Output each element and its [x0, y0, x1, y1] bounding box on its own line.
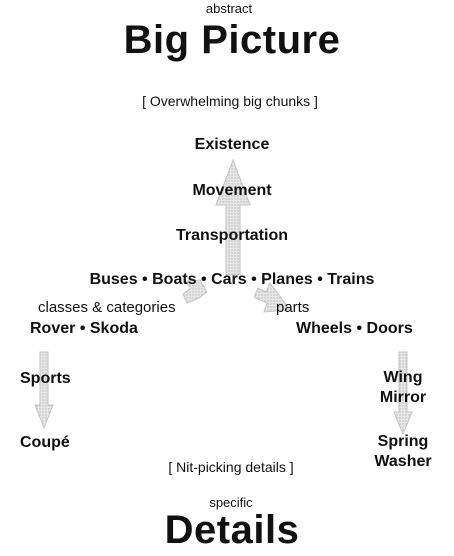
- part-wing-mirror: [380, 368, 426, 408]
- separator: •: [142, 271, 148, 288]
- washer-word: Washer: [374, 453, 432, 470]
- vehicle-buses: Buses: [89, 271, 138, 288]
- wheels-doors-row: [296, 321, 413, 337]
- separator: •: [79, 320, 86, 337]
- chain-movement: Movement: [192, 182, 272, 199]
- class-coupe: Coupé: [20, 434, 70, 451]
- spring-word: Spring: [377, 433, 429, 450]
- separator: •: [356, 320, 363, 337]
- class-sports: Sports: [20, 370, 71, 387]
- wing-word: Wing: [383, 369, 423, 386]
- vehicle-trains: Trains: [327, 271, 375, 288]
- specific-label: specific: [209, 495, 253, 510]
- left-down-arrow: [35, 352, 53, 428]
- rover-skoda-row: [30, 321, 138, 337]
- mirror-word: Mirror: [379, 389, 427, 406]
- chain-transportation: Transportation: [175, 227, 289, 244]
- main-up-arrow: [216, 160, 250, 275]
- vehicle-planes: Planes: [261, 271, 313, 288]
- parts-label: parts: [276, 299, 310, 316]
- details-title: Details: [164, 508, 300, 552]
- abstract-label: abstract: [205, 1, 253, 16]
- part-wheels: Wheels: [296, 320, 353, 337]
- part-spring-washer: [374, 432, 431, 472]
- big-picture-title: Big Picture: [123, 18, 341, 62]
- nit-picking-note: [ Nit-picking details ]: [168, 459, 294, 475]
- separator: •: [317, 271, 323, 288]
- brand-skoda: Skoda: [89, 320, 138, 337]
- separator: •: [201, 271, 207, 288]
- brand-rover: Rover: [30, 320, 76, 337]
- part-doors: Doors: [366, 320, 413, 337]
- vehicle-cars: Cars: [211, 271, 247, 288]
- overwhelming-note: [ Overwhelming big chunks ]: [142, 93, 318, 109]
- separator: •: [251, 271, 257, 288]
- classes-categories-label: classes & categories: [38, 299, 176, 316]
- vehicles-row: [90, 272, 375, 288]
- vehicle-boats: Boats: [152, 271, 197, 288]
- chain-existence: Existence: [194, 136, 270, 153]
